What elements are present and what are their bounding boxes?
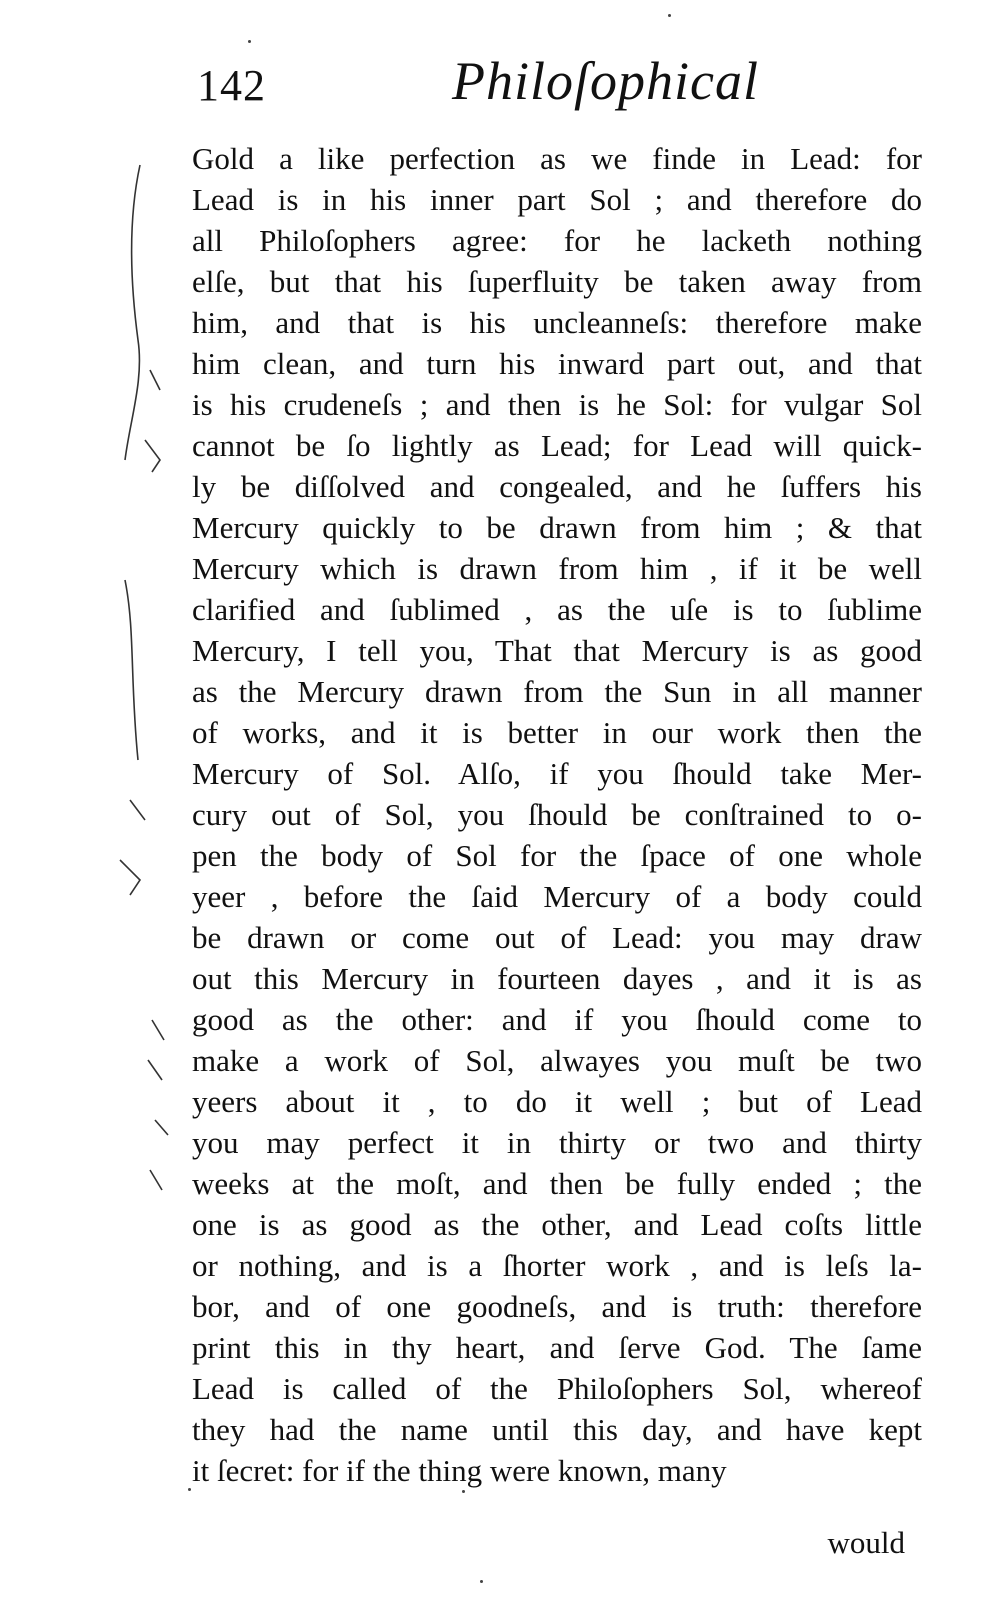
text-line: print this in thy heart, and ſerve God. The ſame xyxy=(192,1330,922,1365)
text-line: Mercury, I tell you, That that Mercury is as good xyxy=(192,633,922,668)
text-line: ly be diſſolved and congealed, and he ſuffers his xyxy=(192,469,922,504)
text-line: him clean, and turn his inward part out, and that xyxy=(192,346,922,381)
text-line: yeers about it , to do it well ; but of Lead xyxy=(192,1084,922,1119)
text-line: be drawn or come out of Lead: you may draw xyxy=(192,920,922,955)
text-line: out this Mercury in fourteen dayes , and it is as xyxy=(192,961,922,996)
text-line: of works, and it is better in our work then the xyxy=(192,715,922,750)
text-line: you may perfect it in thirty or two and thirty xyxy=(192,1125,922,1160)
text-line: elſe, but that his ſuperfluity be taken away from xyxy=(192,264,922,299)
text-line: Lead is in his inner part Sol ; and therefore do xyxy=(192,182,922,217)
ink-speck xyxy=(462,1490,465,1493)
text-line: weeks at the moſt, and then be fully ended ; the xyxy=(192,1166,922,1201)
text-line: good as the other: and if you ſhould come to xyxy=(192,1002,922,1037)
text-line: clarified and ſublimed , as the uſe is to ſublime xyxy=(192,592,922,627)
text-line: as the Mercury drawn from the Sun in all manner xyxy=(192,674,922,709)
text-line: Lead is called of the Philoſophers Sol, whereof xyxy=(192,1371,922,1406)
text-line: all Philoſophers agree: for he lacketh nothing xyxy=(192,223,922,258)
body-text xyxy=(192,138,922,1491)
text-line: make a work of Sol, alwayes you muſt be two xyxy=(192,1043,922,1078)
text-line: cannot be ſo lightly as Lead; for Lead will quick- xyxy=(192,428,922,463)
running-head: Philoſophical xyxy=(452,51,759,111)
page-number: 142 xyxy=(197,61,266,110)
text-line: him, and that is his uncleanneſs: therefore make xyxy=(192,305,922,340)
text-line: Mercury quickly to be drawn from him ; & that xyxy=(192,510,922,545)
ink-speck xyxy=(480,1580,483,1583)
ink-speck xyxy=(188,1488,191,1491)
text-line: they had the name until this day, and have kept xyxy=(192,1412,922,1447)
catchword: would xyxy=(827,1525,905,1560)
text-line: is his crudeneſs ; and then is he Sol: for vulgar Sol xyxy=(192,387,922,422)
text-line: cury out of Sol, you ſhould be conſtrained to o- xyxy=(192,797,922,832)
marginal-annotation-marks xyxy=(100,160,180,1210)
text-line: Mercury of Sol. Alſo, if you ſhould take Mer- xyxy=(192,756,922,791)
text-line: yeer , before the ſaid Mercury of a body could xyxy=(192,879,922,914)
ink-speck xyxy=(248,40,251,43)
text-line: Mercury which is drawn from him , if it be well xyxy=(192,551,922,586)
text-line: it ſecret: for if the thing were known, many xyxy=(192,1453,727,1488)
ink-speck xyxy=(668,14,671,17)
text-line: pen the body of Sol for the ſpace of one whole xyxy=(192,838,922,873)
text-line: one is as good as the other, and Lead coſts little xyxy=(192,1207,922,1242)
text-line: Gold a like perfection as we finde in Lead: for xyxy=(192,141,922,176)
text-line: or nothing, and is a ſhorter work , and is leſs la- xyxy=(192,1248,922,1283)
text-line: bor, and of one goodneſs, and is truth: therefore xyxy=(192,1289,922,1324)
